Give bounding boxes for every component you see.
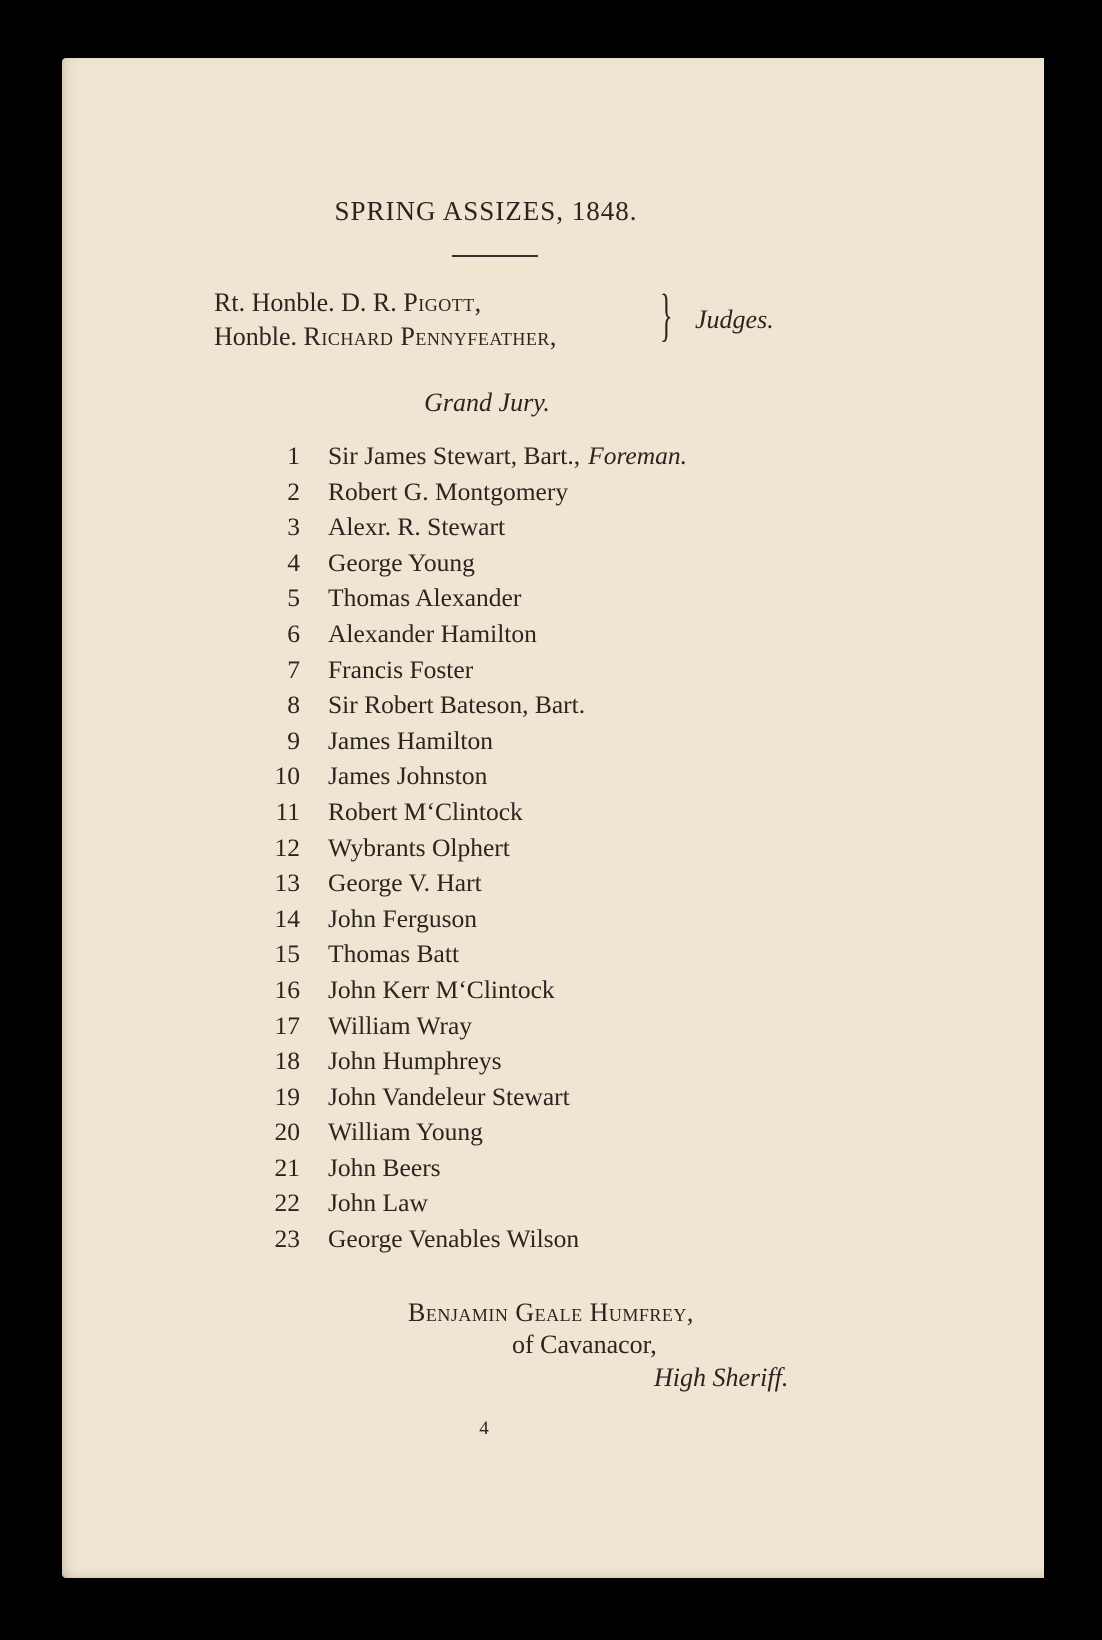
jury-member-row [262,865,687,901]
jury-member-name: George V. Hart [328,868,482,898]
jury-member-name: Alexander Hamilton [328,618,537,648]
jury-member-name: William Young [328,1117,483,1147]
jury-member-row [262,687,687,723]
jury-member-number: 16 [274,974,300,1004]
jury-member-row [262,972,687,1008]
page-heading: SPRING ASSIZES, 1848. [334,196,638,226]
jury-member-name: John Humphreys [328,1046,502,1076]
jury-member-row [262,616,687,652]
document-page [62,58,1044,1578]
jury-member-row [262,652,687,688]
jury-member-number: 19 [274,1081,300,1111]
jury-member-row [262,794,687,830]
jury-member-name: John Beers [328,1152,441,1182]
jury-member-role: Foreman. [588,441,688,470]
jury-member-row [262,830,687,866]
grand-jury-title: Grand Jury. [424,388,550,417]
jury-member-name: John Kerr M‘Clintock [328,974,555,1004]
sheriff-name: Benjamin Geale Humfrey, [408,1298,694,1327]
jury-member-number: 1 [287,441,300,470]
jury-member-number: 7 [287,654,300,684]
jury-member-row [262,438,687,474]
jury-member-number: 13 [274,868,300,898]
jury-member-name: Thomas Alexander [328,583,522,613]
jury-member-name: Thomas Batt [328,939,460,969]
jury-member-name: James Johnston [328,761,488,791]
jury-member-number: 2 [287,476,300,506]
page-number: 4 [479,1418,489,1439]
jury-member-number: 22 [274,1188,300,1218]
jury-member-number: 12 [274,832,300,862]
judge-first-prefix: Rt. Honble. D. R. [214,288,404,317]
jury-member-name: Robert M‘Clintock [328,796,523,826]
judge-second-surname: Richard Pennyfeather, [303,322,557,351]
judges-brace: } [660,282,673,347]
jury-member-name: John Law [328,1188,428,1218]
jury-member-number: 14 [274,903,300,933]
jury-member-number: 15 [274,939,300,969]
jury-member-name: James Hamilton [328,725,494,755]
jury-member-number: 6 [287,618,300,648]
jury-member-name: John Ferguson [328,903,478,933]
jury-member-row [262,1150,687,1186]
sheriff-title: High Sheriff. [654,1363,789,1392]
jury-member-row [262,509,687,545]
grand-jury-list [262,438,687,1257]
jury-member-row [262,1221,687,1257]
jury-member-name: Sir Robert Bateson, Bart. [328,690,586,720]
jury-member-row [262,1008,687,1044]
jury-member-row [262,474,687,510]
jury-member-row [262,580,687,616]
jury-member-name: George Young [328,547,475,577]
jury-member-name: Sir James Stewart, Bart., [328,441,581,470]
jury-member-number: 9 [287,725,300,755]
jury-member-name: Wybrants Olphert [328,832,510,862]
jury-member-number: 20 [274,1117,300,1147]
judge-first-surname: Pigott, [403,288,482,317]
sheriff-place: of Cavanacor, [512,1330,657,1359]
jury-member-row [262,545,687,581]
judge-second [214,322,557,352]
judge-first [214,288,482,318]
jury-member-number: 11 [275,796,300,826]
jury-member-name: Alexr. R. Stewart [328,512,506,542]
jury-member-name: George Venables Wilson [328,1224,580,1254]
jury-member-row [262,1185,687,1221]
jury-member-name: Francis Foster [328,654,474,684]
jury-member-row [262,1079,687,1115]
jury-member-number: 5 [287,583,300,613]
jury-member-number: 4 [287,547,300,577]
jury-member-row [262,936,687,972]
jury-member-number: 8 [287,690,300,720]
jury-member-name: Robert G. Montgomery [328,476,569,506]
jury-member-row [262,901,687,937]
judge-second-prefix: Honble. [214,322,304,351]
jury-member-number: 18 [274,1046,300,1076]
jury-member-row [262,1043,687,1079]
jury-member-row [262,723,687,759]
jury-member-row [262,758,687,794]
jury-member-number: 17 [274,1010,300,1040]
jury-member-row [262,1114,687,1150]
jury-member-number: 3 [287,512,300,542]
jury-member-number: 23 [274,1224,300,1254]
jury-member-number: 10 [274,761,300,791]
judges-label: Judges. [695,305,774,334]
heading-rule [452,255,538,257]
jury-member-name: William Wray [328,1010,473,1040]
jury-member-number: 21 [274,1152,300,1182]
jury-member-name: John Vandeleur Stewart [328,1081,570,1111]
